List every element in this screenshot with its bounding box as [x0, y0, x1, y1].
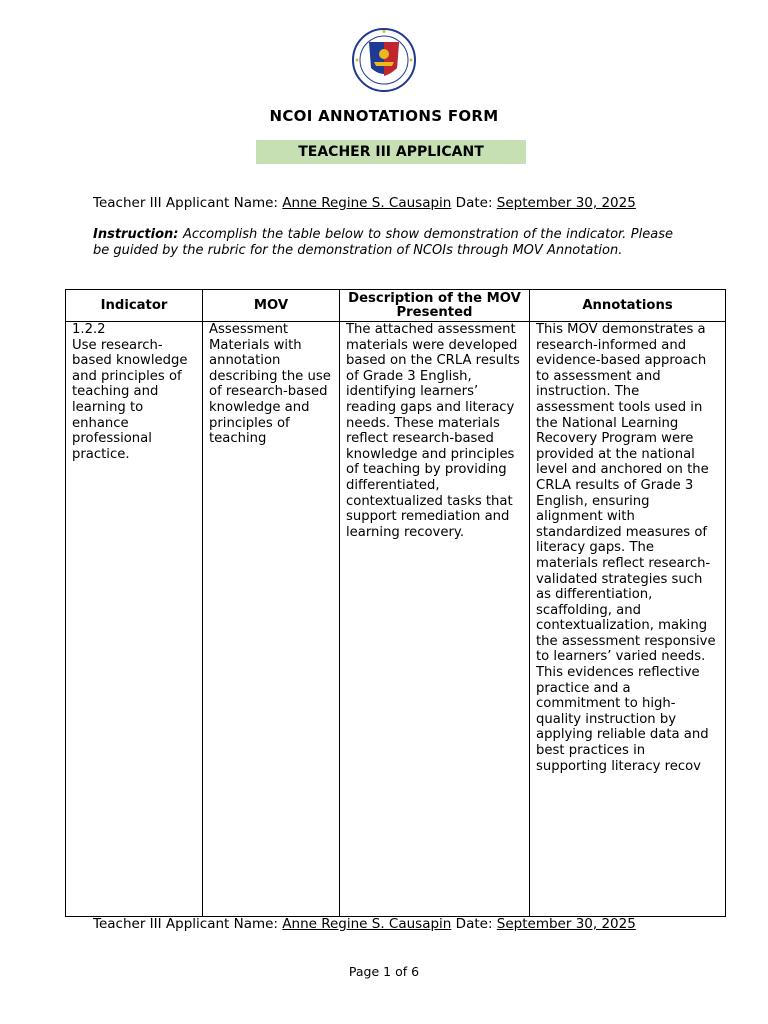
date-value: September 30, 2025 — [496, 195, 636, 211]
instruction-paragraph — [93, 227, 673, 258]
header-mov: MOV — [203, 290, 340, 322]
name-label: Teacher III Applicant Name: — [93, 195, 278, 211]
header-description: Description of the MOV Presented — [340, 290, 530, 322]
indicator-code: 1.2.2 — [72, 322, 106, 337]
description-text: The attached assessment materials were developed based on the CRLA results of Grade 3 English, identifying learners’ reading gaps and literacy needs. These materials reflect research-based knowledge and principles of teaching by providing differentiated, contextualized tasks that support remediation and learning recovery. — [346, 322, 520, 540]
form-title: NCOI ANNOTATIONS FORM — [269, 107, 499, 125]
applicant-info-line-bottom — [93, 916, 636, 932]
name-label: Teacher III Applicant Name: — [93, 916, 278, 932]
applicant-info-line — [93, 195, 636, 211]
indicator-text: Use research-based knowledge and principles of teaching and learning to enhance professional practice. — [72, 337, 188, 462]
annotations-table — [65, 289, 726, 917]
mov-cell — [203, 322, 340, 917]
indicator-cell — [66, 322, 203, 917]
annotation-cell — [530, 322, 726, 917]
annotation-text: This MOV demonstrates a research-informed and evidence-based approach to assessment and instruction. The assessment tools used in the National Learning Recovery Program were provided at the national level and anchored on the CRLA results of Grade 3 English, ensuring alignment with standardized measures of literacy gaps. The materials reflect research-validated strategies such as differentiation, scaffolding, and contextualization, making the assessment responsive to learners’ varied needs. This evidences reflective practice and a commitment to high-quality instruction by applying reliable data and best practices in supporting literacy recov — [536, 322, 716, 774]
applicant-type-banner: TEACHER III APPLICANT — [256, 140, 526, 164]
deped-seal-logo — [349, 28, 419, 92]
header-indicator: Indicator — [66, 290, 203, 322]
name-value: Anne Regine S. Causapin — [282, 195, 452, 211]
date-value: September 30, 2025 — [496, 916, 636, 932]
table-header-row — [66, 290, 726, 322]
date-label: Date: — [455, 916, 493, 932]
mov-text: Assessment Materials with annotation describing the use of research-based knowledge and principles of teaching — [209, 322, 331, 447]
name-value: Anne Regine S. Causapin — [282, 916, 452, 932]
date-label: Date: — [455, 195, 493, 211]
description-cell — [340, 322, 530, 917]
page-number: Page 1 of 6 — [348, 964, 420, 979]
instruction-text: Accomplish the table below to show demonstration of the indicator. Please be guided by the rubric for the demonstration of NCOIs through MOV Annotation. — [93, 227, 673, 258]
header-annotations: Annotations — [530, 290, 726, 322]
table-row — [66, 322, 726, 917]
deped-seal-icon — [349, 28, 419, 92]
instruction-label: Instruction: — [93, 227, 179, 242]
